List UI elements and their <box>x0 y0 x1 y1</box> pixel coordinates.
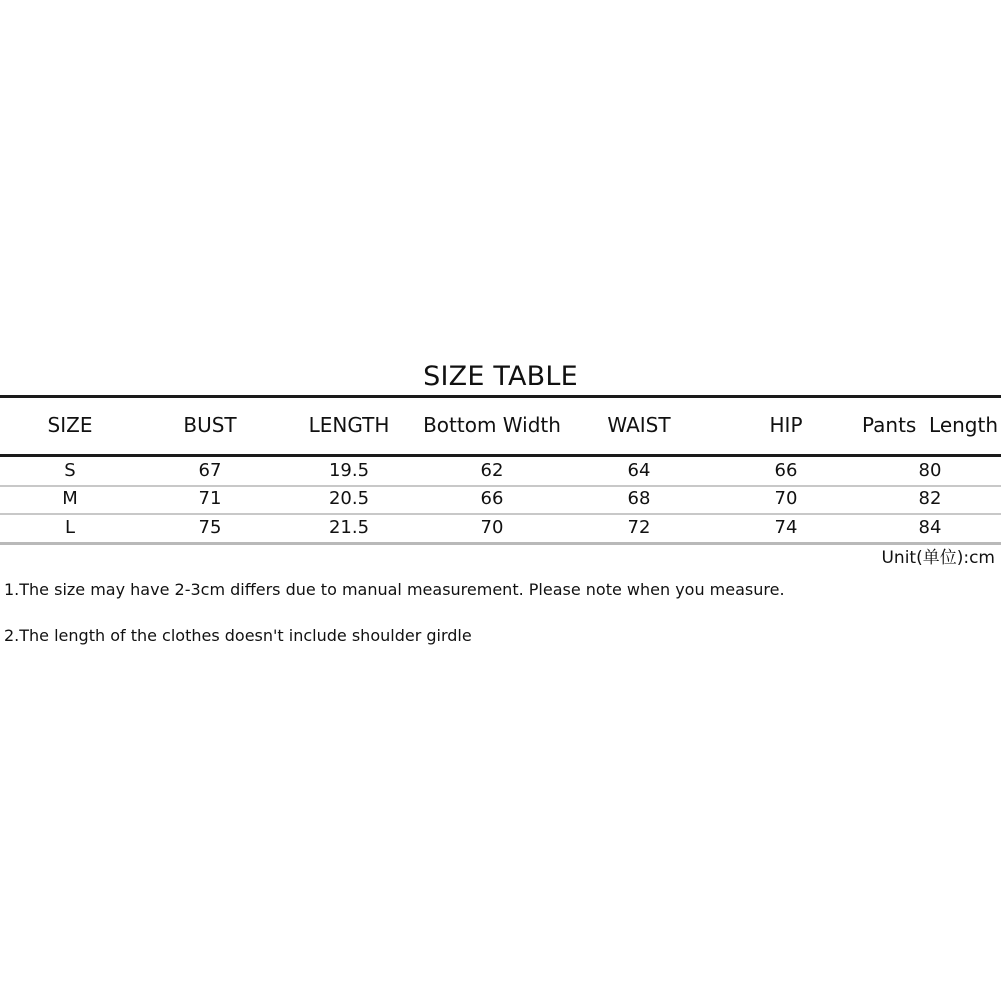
page-title: SIZE TABLE <box>423 361 578 392</box>
cell-bust: 67 <box>198 460 222 481</box>
cell-length: 19.5 <box>328 460 370 481</box>
cell-hip: 74 <box>774 517 798 538</box>
cell-size: S <box>64 460 76 481</box>
row-divider-rule <box>0 513 1001 515</box>
cell-hip: 70 <box>774 488 798 509</box>
cell-bottom-width: 62 <box>480 460 504 481</box>
note-shoulder: 2.The length of the clothes doesn't include shoulder girdle <box>4 626 472 645</box>
cell-bottom-width: 66 <box>480 488 504 509</box>
header-size: SIZE <box>47 413 93 437</box>
header-pants-length: Pants Length <box>861 413 999 437</box>
cell-waist: 72 <box>627 517 651 538</box>
cell-length: 20.5 <box>328 488 370 509</box>
header-bust: BUST <box>183 413 237 437</box>
header-waist: WAIST <box>607 413 671 437</box>
cell-pants-length: 80 <box>918 460 942 481</box>
header-divider-rule <box>0 454 1001 457</box>
cell-pants-length: 84 <box>918 517 942 538</box>
cell-size: L <box>64 517 76 538</box>
cell-waist: 68 <box>627 488 651 509</box>
header-length: LENGTH <box>308 413 390 437</box>
cell-bust: 75 <box>198 517 222 538</box>
cell-hip: 66 <box>774 460 798 481</box>
table-bottom-rule <box>0 542 1001 545</box>
header-bottom-width: Bottom Width <box>423 413 561 437</box>
header-hip: HIP <box>769 413 803 437</box>
cell-length: 21.5 <box>328 517 370 538</box>
table-top-rule <box>0 395 1001 398</box>
cell-pants-length: 82 <box>918 488 942 509</box>
cell-size: M <box>62 488 78 509</box>
unit-label: Unit(单位):cm <box>881 548 995 568</box>
cell-bust: 71 <box>198 488 222 509</box>
cell-waist: 64 <box>627 460 651 481</box>
cell-bottom-width: 70 <box>480 517 504 538</box>
note-measurement: 1.The size may have 2-3cm differs due to manual measurement. Please note when you measure. <box>4 580 785 599</box>
